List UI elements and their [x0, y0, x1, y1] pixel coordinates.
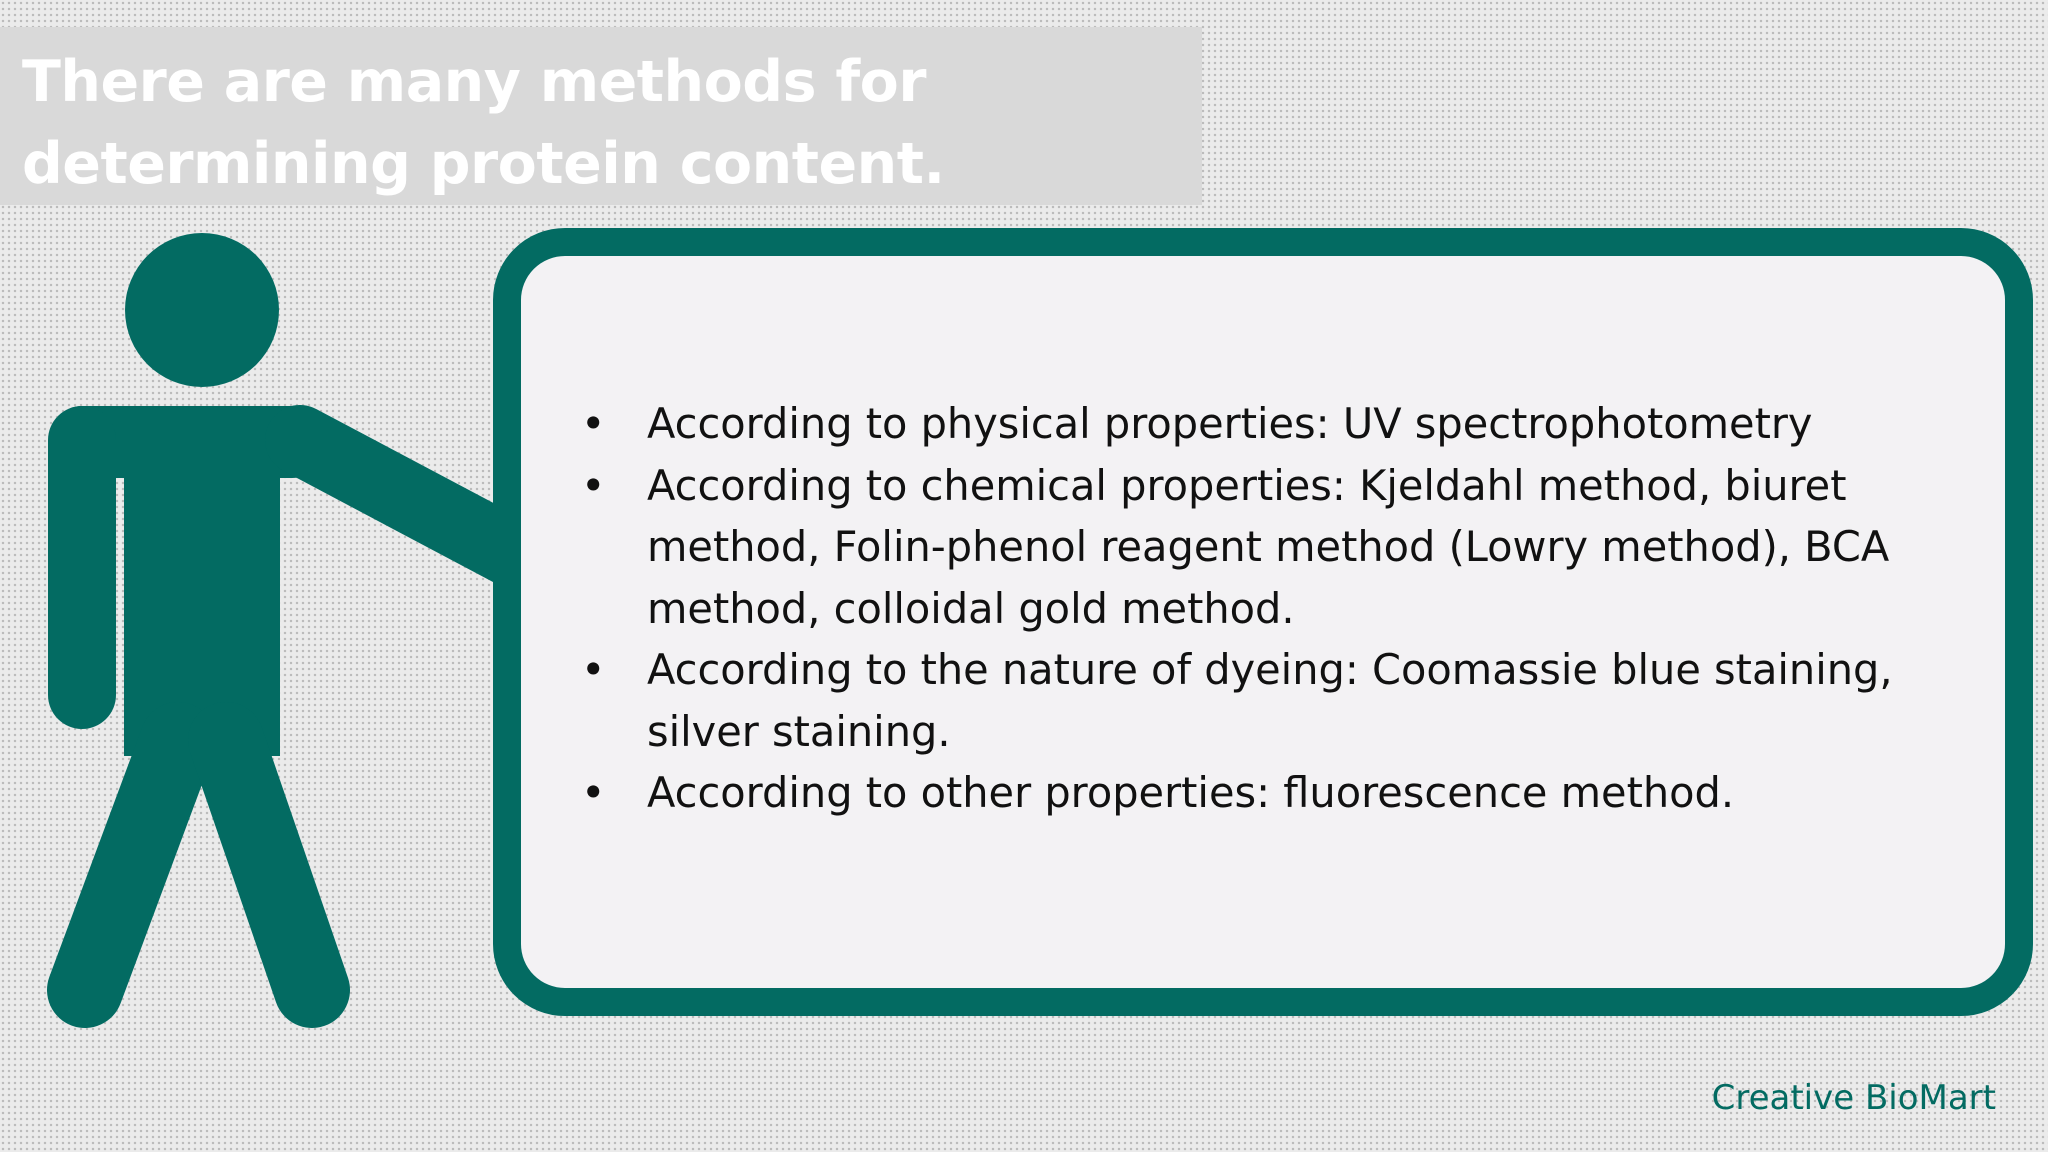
figure-head — [125, 233, 279, 387]
bullet-text: According to the nature of dyeing: Coomassie blue staining, silver staining. — [647, 645, 1893, 756]
list-item — [567, 455, 1987, 640]
bullet-dot: • — [581, 645, 606, 694]
list-item — [567, 639, 1987, 762]
bullet-text: According to other properties: fluorescence method. — [647, 768, 1735, 817]
bullet-text: According to physical properties: UV spectrophotometry — [647, 399, 1813, 448]
list-item — [567, 393, 1987, 455]
bullet-dot: • — [581, 768, 606, 817]
slide-title: There are many methods for determining protein content. — [22, 49, 945, 197]
figure-right-leg — [226, 740, 312, 990]
bullet-dot: • — [581, 399, 606, 448]
bullet-text: According to chemical properties: Kjeldahl method, biuret method, Folin-phenol reagent method (Lowry method), BCA method, colloidal gold method. — [647, 460, 1890, 633]
bullet-dot: • — [581, 460, 606, 510]
brand-label: Creative BioMart — [1711, 1078, 1996, 1118]
bullet-list — [567, 393, 1987, 824]
list-item — [567, 762, 1987, 824]
figure-left-leg — [85, 740, 178, 990]
